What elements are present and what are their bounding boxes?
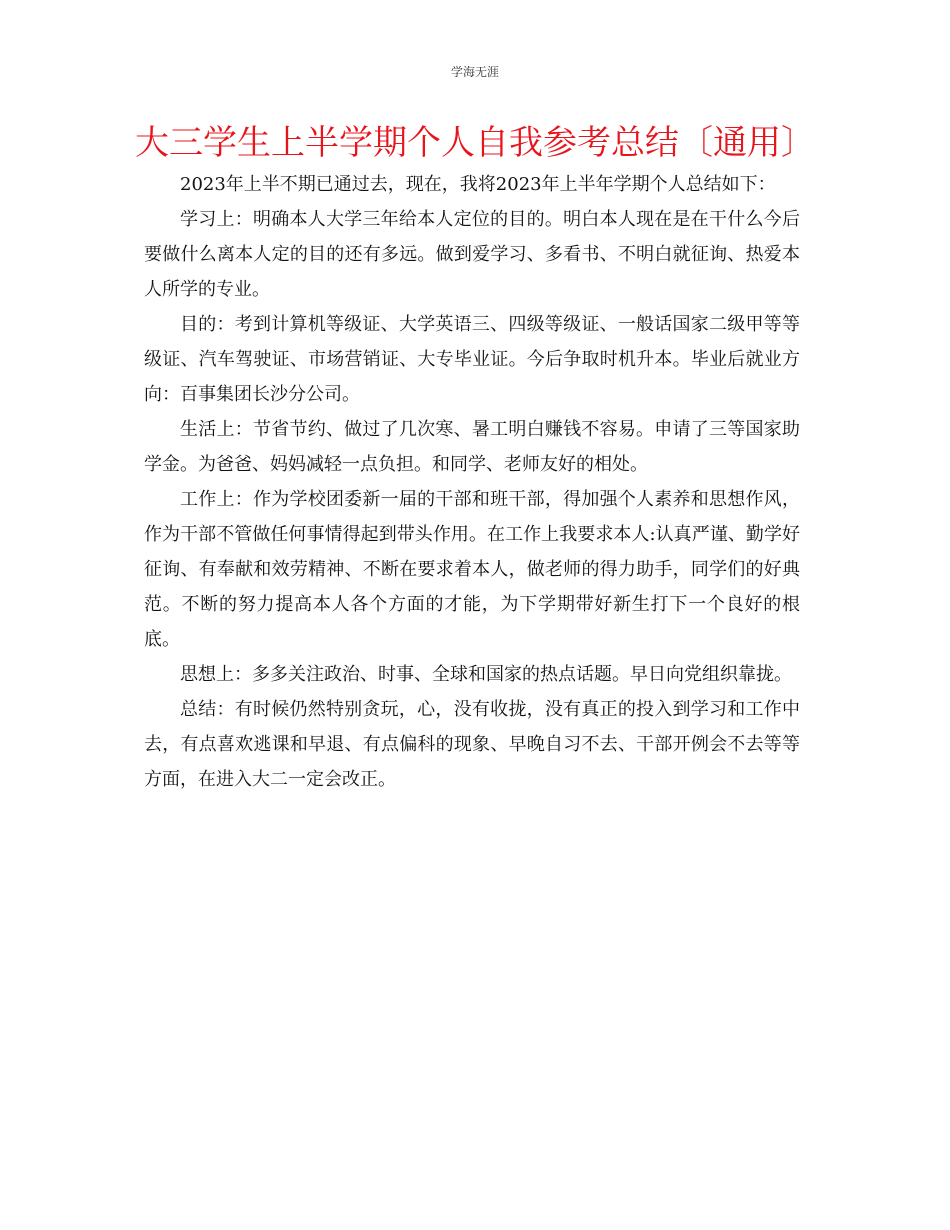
paragraph-life: 生活上：节省节约、做过了几次寒、暑工明白赚钱不容易。申请了三等国家助学金。为爸爸、妈妈减轻一点负担。和同学、老师友好的相处。 [144,419,800,475]
paragraph-goals: 目的：考到计算机等级证、大学英语三、四级等级证、一般话国家二级甲等等级证、汽车驾驶证、市场营销证、大专毕业证。今后争取时机升本。毕业后就业方向：百事集团长沙分公司。 [144,314,800,405]
paragraph-summary: 总结：有时候仍然特别贪玩，心，没有收拢，没有真正的投入到学习和工作中去，有点喜欢逃课和早退、有点偏科的现象、早晚自习不去、干部开例会不去等等方面，在进入大二一定会改正。 [144,699,800,790]
document-title: 大三学生上半学期个人自我参考总结〔通用〕 [135,123,815,163]
paragraph-work: 工作上：作为学校团委新一届的干部和班干部，得加强个人素养和思想作风，作为干部不管做任何事情得起到带头作用。在工作上我要求本人:认真严谨、勤学好征询、有奉献和效劳精神、不断在要求着本人，做老师的得力助手，同学们的好典范。不断的努力提高本人各个方面的才能，为下学期带好新生打下一个良好的根底。 [144,489,800,650]
paragraph-study: 学习上：明确本人大学三年给本人定位的目的。明白本人现在是在干什么今后要做什么离本人定的目的还有多远。做到爱学习、多看书、不明白就征询、热爱本人所学的专业。 [144,209,800,300]
paragraph-thought: 思想上：多多关注政治、时事、全球和国家的热点话题。早日向党组织靠拢。 [180,664,792,685]
page-header: 学海无涯 [450,65,499,79]
paragraph-intro: 2023年上半不期已通过去，现在，我将2023年上半年学期个人总结如下： [180,174,776,195]
document-body [144,167,800,797]
